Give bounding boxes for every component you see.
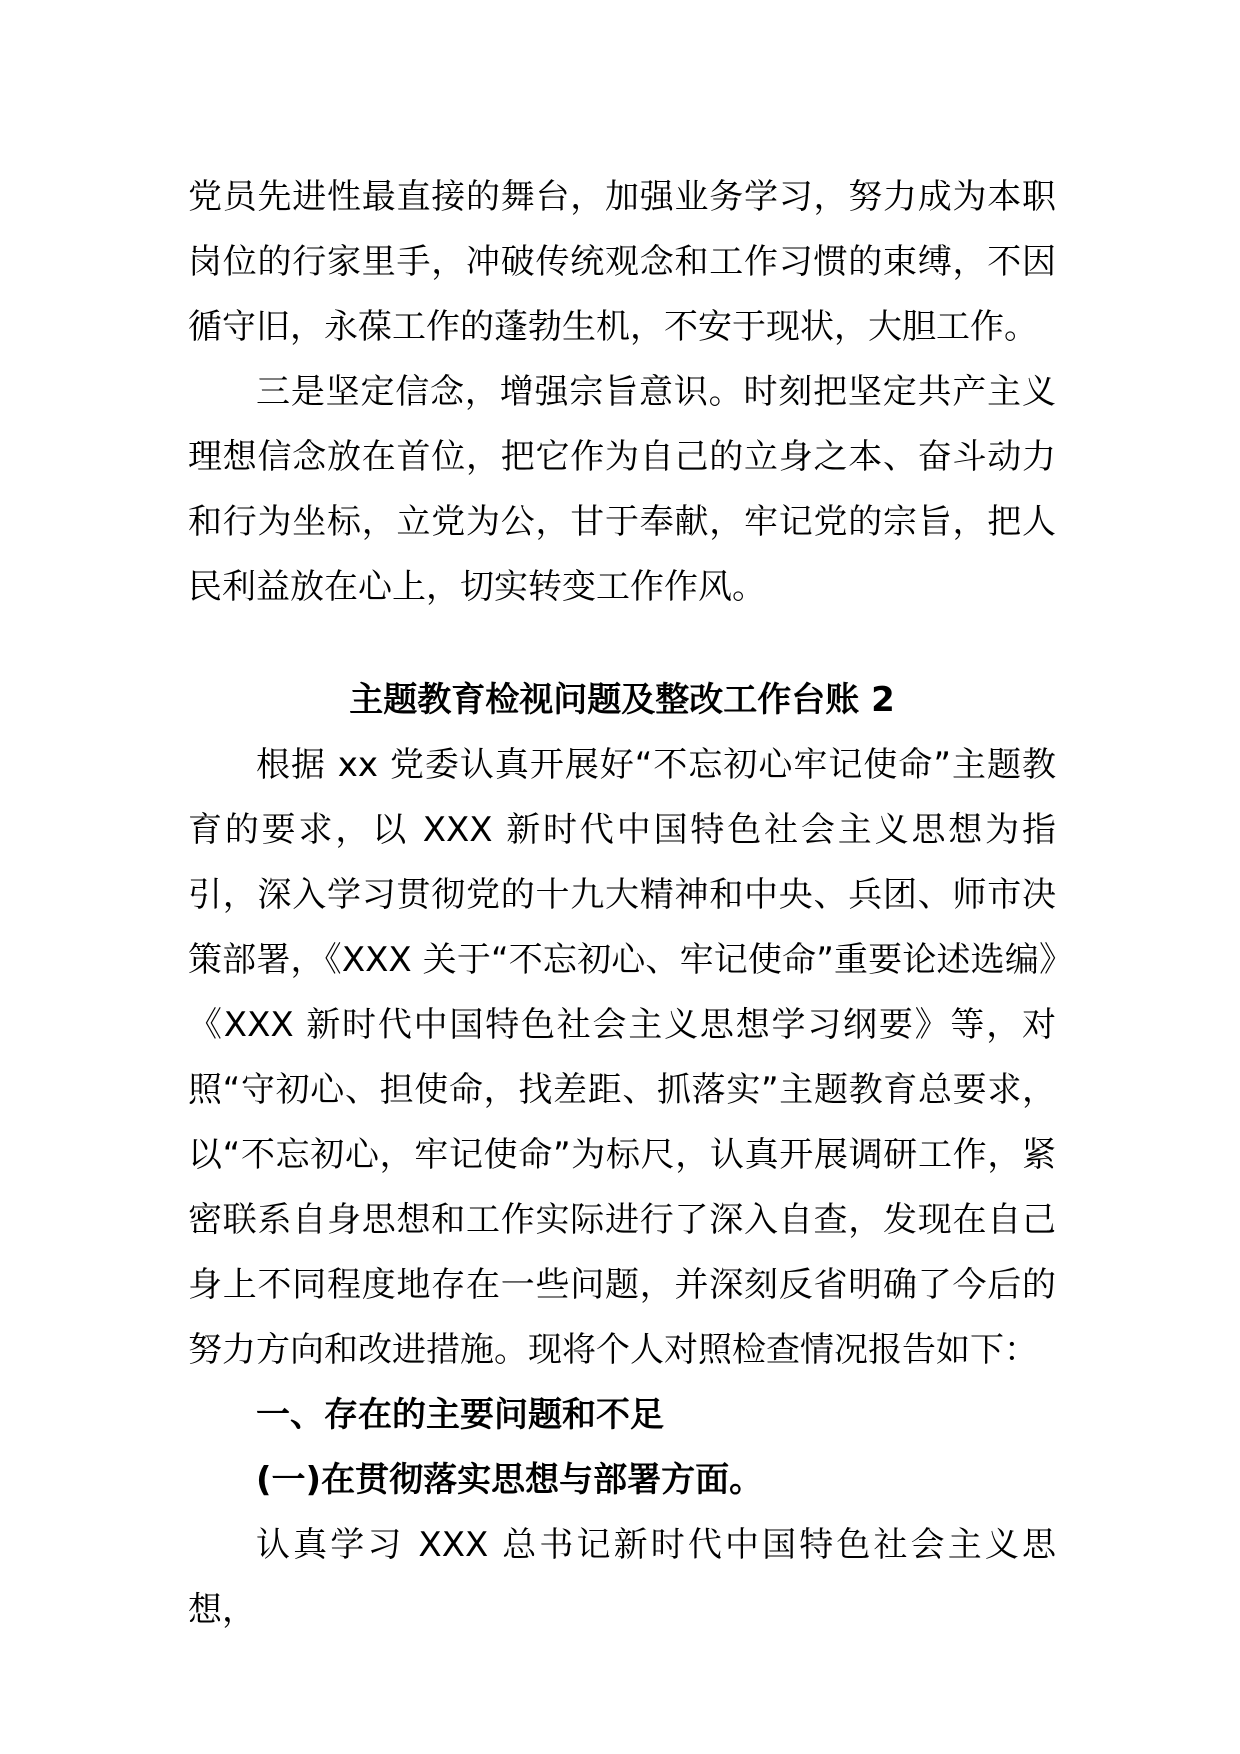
document-title: 主题教育检视问题及整改工作台账 2: [349, 680, 895, 720]
paragraph-third-point: 三是坚定信念，增强宗旨意识。时刻把坚定共产主义理想信念放在首位，把它作为自己的立身之本、奋斗动力和行为坐标，立党为公，甘于奉献，牢记党的宗旨，把人民利益放在心上，切实转变工作作风。: [188, 372, 1056, 607]
paragraph-continued: 党员先进性最直接的舞台，加强业务学习，努力成为本职岗位的行家里手，冲破传统观念和工作习惯的束缚，不因循守旧，永葆工作的蓬勃生机，不安于现状，大胆工作。: [188, 177, 1056, 347]
paragraph-intro: 根据 xx 党委认真开展好“不忘初心牢记使命”主题教育的要求，以 XXX 新时代中国特色社会主义思想为指引，深入学习贯彻党的十九大精神和中央、兵团、师市决策部署，《XXX 关于“不忘初心、牢记使命”重要论述选编》《XXX 新时代中国特色社会主义思想学习纲要》等，对照“守初心、担使命，找差距、抓落实”主题教育总要求，以“不忘初心，牢记使命”为标尺，认真开展调研工作，紧密联系自身思想和工作实际进行了深入自查，发现在自己身上不同程度地存在一些问题，并深刻反省明确了今后的努力方向和改进措施。现将个人对照检查情况报告如下：: [188, 745, 1056, 1370]
document-body: [188, 165, 1056, 1643]
section-heading: 一、存在的主要问题和不足: [256, 1395, 664, 1435]
paragraph-last: 认真学习 XXX 总书记新时代中国特色社会主义思想，: [188, 1525, 1056, 1630]
subsection-heading: (一)在贯彻落实思想与部署方面。: [256, 1460, 764, 1500]
